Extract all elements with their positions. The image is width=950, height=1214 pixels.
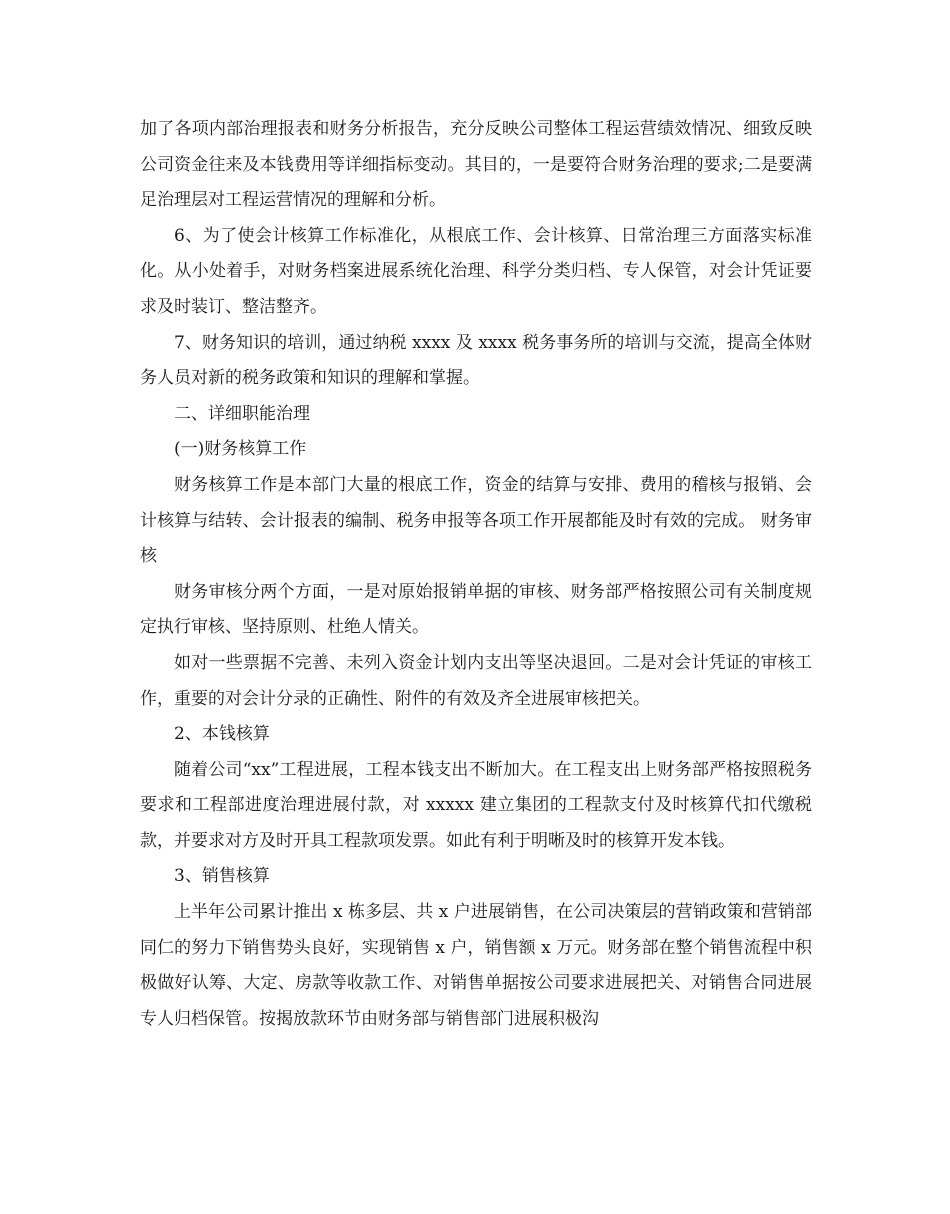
item-heading-3: 3、销售核算 bbox=[174, 866, 270, 887]
paragraph-4: 财务核算工作是本部门大量的根底工作，资金的结算与安排、费用的稽核与报销、会计核算与结转、会计报表的编制、税务申报等各项工作开展都能及时有效的完成。 财务审核 bbox=[140, 474, 812, 567]
item-heading-2: 2、本钱核算 bbox=[174, 724, 270, 745]
paragraph-3: 7、财务知识的培训，通过纳税 xxxx 及 xxxx 税务事务所的培训与交流，提高全体财务人员对新的税务政策和知识的理解和掌握。 bbox=[140, 332, 812, 389]
paragraph-8: 上半年公司累计推出 x 栋多层、共 x 户进展销售，在公司决策层的营销政策和营销部同仁的努力下销售势头良好，实现销售 x 户，销售额 x 万元。财务部在整个销售流程中积极做好认筹、大定、房款等收款工作、对销售单据按公司要求进展把关、对销售合同进展专人归档保管。按揭放款环节由财务部与销售部门进展积极沟 bbox=[140, 902, 812, 1029]
paragraph-2: 6、为了使会计核算工作标准化，从根底工作、会计核算、日常治理三方面落实标准化。从小处着手，对财务档案进展系统化治理、科学分类归档、专人保管，对会计凭证要求及时装订、整洁整齐。 bbox=[140, 225, 812, 317]
section-heading-2: 二、详细职能治理 bbox=[174, 403, 310, 424]
paragraph-6: 如对一些票据不完善、未列入资金计划内支出等坚决退回。二是对会计凭证的审核工作，重要的对会计分录的正确性、附件的有效及齐全进展审核把关。 bbox=[140, 652, 812, 709]
paragraph-1: 加了各项内部治理报表和财务分析报告，充分反映公司整体工程运营绩效情况、细致反映公司资金往来及本钱费用等详细指标变动。其目的，一是要符合财务治理的要求;二是要满足治理层对工程运营情况的理解和分析。 bbox=[140, 119, 812, 211]
document-page bbox=[140, 112, 812, 1037]
paragraph-7: 随着公司“xx”工程进展，工程本钱支出不断加大。在工程支出上财务部严格按照税务要求和工程部进度治理进展付款，对 xxxxx 建立集团的工程款支付及时核算代扣代缴税款，并要求对方及时开具工程款项发票。如此有利于明晰及时的核算开发本钱。 bbox=[140, 759, 812, 851]
paragraph-5: 财务审核分两个方面，一是对原始报销单据的审核、财务部严格按照公司有关制度规定执行审核、坚持原则、杜绝人情关。 bbox=[140, 581, 812, 638]
subsection-heading-1: (一)财务核算工作 bbox=[174, 439, 307, 460]
